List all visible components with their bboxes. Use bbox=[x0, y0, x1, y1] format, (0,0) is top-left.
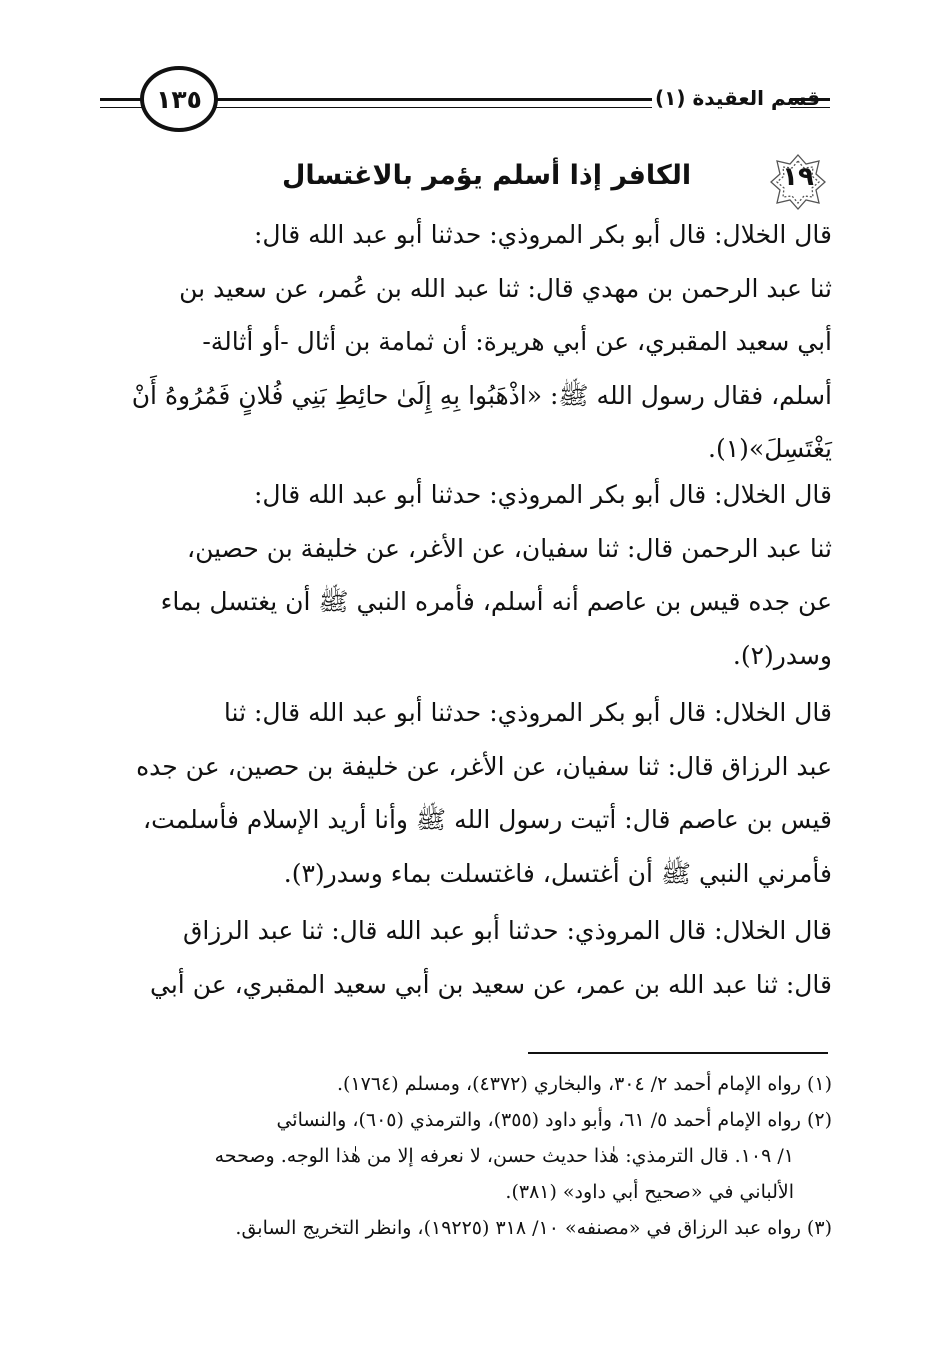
text-line: قال: ثنا عبد الله بن عمر، عن سعيد بن أبي سعيد المقبري، عن أبي bbox=[150, 969, 832, 999]
footnote-3: (٣) رواه عبد الرزاق في «مصنفه» ١٠/ ٣١٨ (١٩٢٢٥)، وانظر التخريج السابق. bbox=[235, 1217, 832, 1239]
text-line: عن جده قيس بن عاصم أنه أسلم، فأمره النبي ﷺ أن يغتسل بماء bbox=[160, 587, 832, 616]
text-line: قال الخلال: قال أبو بكر المروذي: حدثنا أبو عبد الله قال: bbox=[253, 220, 832, 249]
text-line: عبد الرزاق قال: ثنا سفيان، عن الأغر، عن خليفة بن حصين، عن جده bbox=[136, 751, 832, 781]
text-line: قيس بن عاصم قال: أتيت رسول الله ﷺ وأنا أريد الإسلام فأسلمت، bbox=[143, 805, 832, 834]
page-number: ١٣٥ bbox=[140, 66, 218, 132]
text-line: فأمرني النبي ﷺ أن أغتسل، فاغتسلت بماء وسدر(٣). bbox=[283, 858, 832, 888]
footnotes bbox=[104, 1066, 832, 1246]
text-line: قال الخلال: قال أبو بكر المروذي: حدثنا أبو عبد الله قال: ثنا bbox=[223, 698, 832, 727]
text-line: ثنا عبد الرحمن قال: ثنا سفيان، عن الأغر، عن خليفة بن حصين، bbox=[187, 533, 832, 563]
header-rule-middle bbox=[214, 98, 652, 108]
footnote-2: (٢) رواه الإمام أحمد ٥/ ٦١، وأبو داود (٣٥٥)، والترمذي (٦٠٥)، والنسائي bbox=[276, 1109, 832, 1131]
text-line: وسدر(٢). bbox=[732, 640, 832, 670]
paragraph-2 bbox=[104, 468, 832, 682]
footnote-2-continued: الألباني في «صحيح أبي داود» (٣٨١). bbox=[505, 1181, 794, 1203]
footnote-2-continued: ١/ ١٠٩. قال الترمذي: هٰذا حديث حسن، لا نعرفه إلا من هٰذا الوجه. وصححه bbox=[214, 1145, 794, 1167]
text-line: قال الخلال: قال المروذي: حدثنا أبو عبد الله قال: ثنا عبد الرزاق bbox=[182, 916, 832, 945]
text-line: أبي سعيد المقبري، عن أبي هريرة: أن ثمامة بن أثال -أو أثالة- bbox=[202, 327, 832, 356]
chapter-title: الكافر إذا أسلم يؤمر بالاغتسال bbox=[282, 160, 692, 191]
text-line: قال الخلال: قال أبو بكر المروذي: حدثنا أبو عبد الله قال: bbox=[253, 480, 832, 509]
footnote-1: (١) رواه الإمام أحمد ٢/ ٣٠٤، والبخاري (٤٣٧٢)، ومسلم (١٧٦٤). bbox=[336, 1073, 832, 1095]
paragraph-1 bbox=[104, 208, 832, 476]
paragraph-3 bbox=[104, 686, 832, 900]
chapter-number: ١٩ bbox=[782, 162, 814, 192]
text-line: أسلم، فقال رسول الله ﷺ: «اذْهَبُوا بِهِ إِلَىٰ حائِطِ بَنِي فُلانٍ فَمُرُوهُ أَنْ bbox=[131, 380, 832, 410]
text-line: ثنا عبد الرحمن بن مهدي قال: ثنا عبد الله بن عُمر، عن سعيد بن bbox=[179, 273, 832, 303]
text-line: يَغْتَسِلَ»(١). bbox=[708, 434, 832, 463]
running-head: قسم العقيدة (١) bbox=[655, 86, 821, 110]
paragraph-4 bbox=[104, 904, 832, 1011]
footnote-separator bbox=[528, 1052, 828, 1054]
